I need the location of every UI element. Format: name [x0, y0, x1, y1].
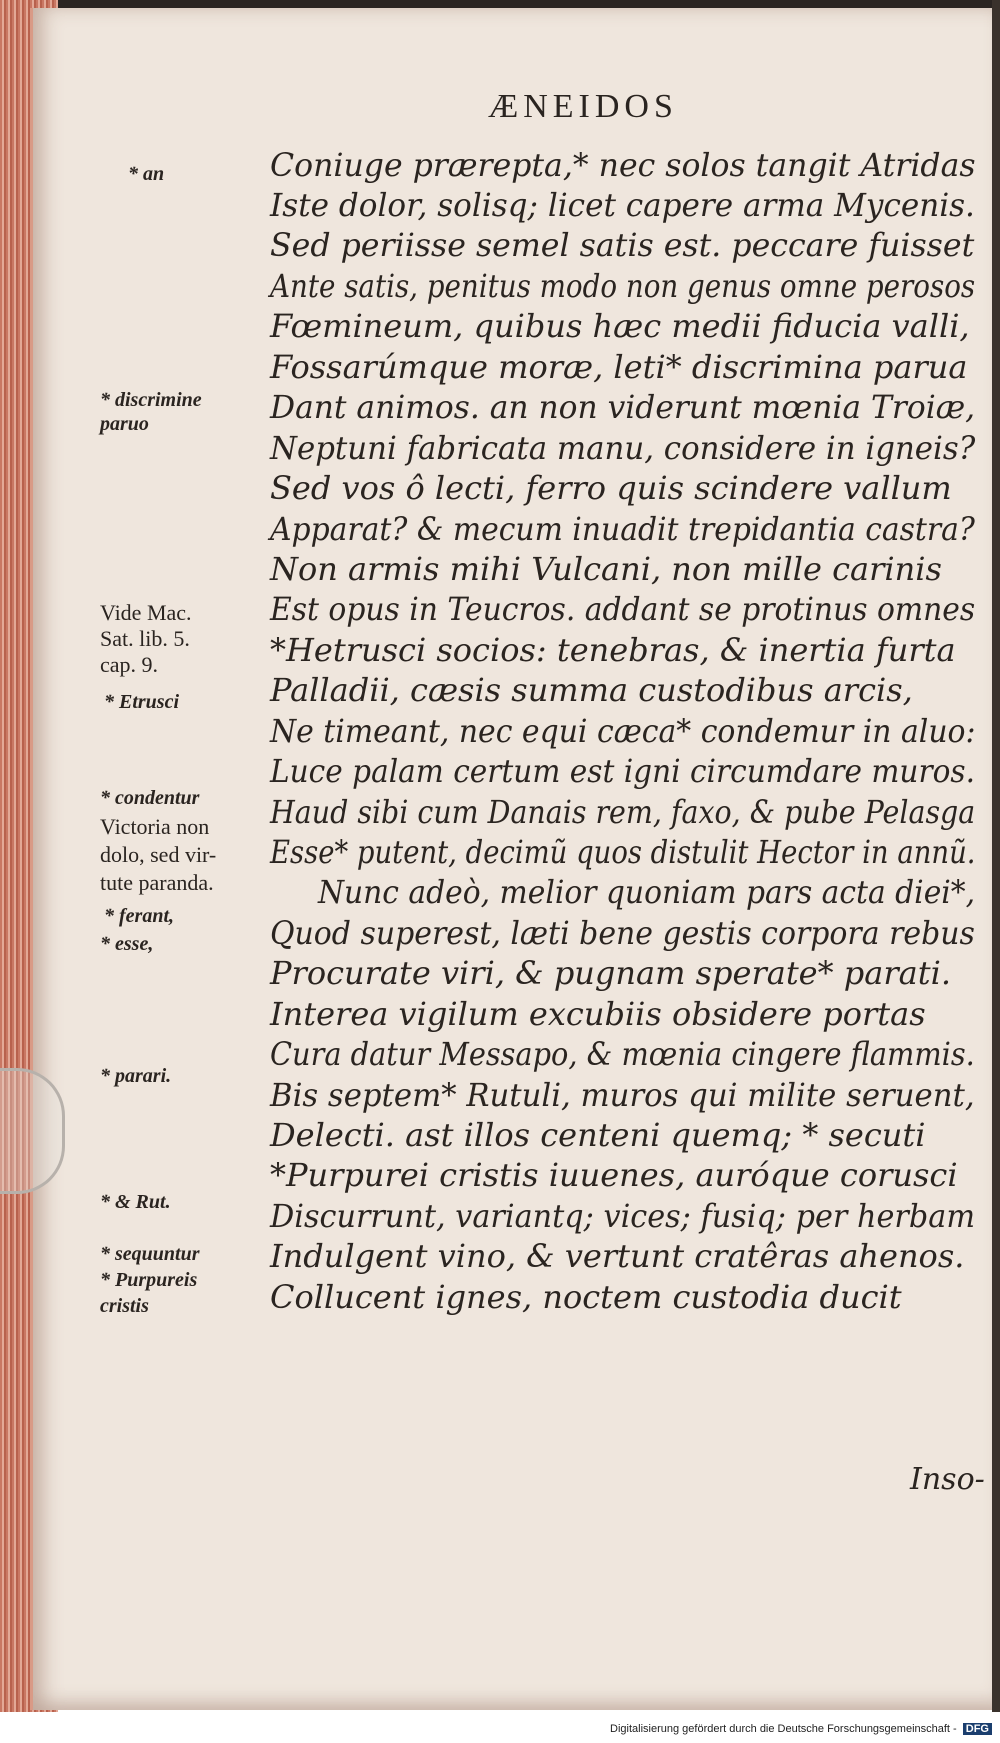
margin-note: * sequuntur	[100, 1243, 200, 1265]
dfg-logo: DFG	[963, 1723, 992, 1735]
verse-line: Iste dolor, solisq; licet capere arma Mycenis.	[270, 186, 975, 224]
margin-note: Victoria non	[100, 814, 210, 839]
verse-line: Fœmineum, quibus hæc medii fiducia valli,	[270, 307, 970, 345]
margin-note: * condentur	[100, 787, 200, 809]
verse-line: Palladii, cæsis summa custodibus arcis,	[270, 671, 913, 709]
verse-line: Apparat? & mecum inuadit trepidantia castra?	[270, 510, 975, 548]
margin-note: * ferant,	[104, 905, 174, 927]
margin-note: * & Rut.	[100, 1191, 171, 1213]
verse-line: Coniuge prærepta,* nec solos tangit Atridas	[270, 146, 976, 184]
verse-line: Collucent ignes, noctem custodia ducit	[270, 1278, 902, 1316]
verse-line: Quod superest, læti bene gestis corpora rebus	[270, 914, 975, 952]
margin-note: * Purpureis	[100, 1269, 198, 1291]
verse-line: Cura datur Messapo, & mœnia cingere flammis.	[270, 1035, 975, 1073]
margin-note: cap. 9.	[100, 652, 159, 677]
margin-note: tute paranda.	[100, 870, 214, 895]
margin-note: cristis	[100, 1295, 149, 1317]
running-header: ÆNEIDOS	[488, 88, 678, 125]
margin-note: * parari.	[100, 1065, 172, 1087]
verse-line: Neptuni fabricata manu, considere in igneis?	[270, 429, 976, 467]
margin-note: * an	[128, 163, 165, 185]
margin-note: paruo	[100, 413, 149, 435]
margin-note: * discrimine	[100, 389, 202, 411]
verse-line: Dant animos. an non viderunt mœnia Troiæ,	[270, 388, 976, 426]
verse-line: *Hetrusci socios: tenebras, & inertia furta	[270, 631, 956, 669]
verse-line: Ne timeant, nec equi cæca* condemur in aluo:	[270, 712, 976, 750]
verse-line: *Purpurei cristis iuuenes, auróque corusci	[270, 1156, 958, 1194]
verse-line: Fossarúmque moræ, leti* discrimina parua	[270, 348, 968, 386]
verse-line: Nunc adeò, melior quoniam pars acta diei*,	[318, 873, 976, 911]
verse-line: Discurrunt, variantq; vices; fusiq; per herbam	[270, 1197, 976, 1235]
catchword: Inso-	[910, 1462, 985, 1497]
margin-note: dolo, sed vir-	[100, 842, 217, 867]
verse-line: Est opus in Teucros. addant se protinus omnes	[270, 590, 976, 628]
margin-note: * Etrusci	[104, 691, 180, 713]
scan-right-edge	[992, 0, 1000, 1712]
margin-note: * esse,	[100, 933, 154, 955]
verse-line: Procurate viri, & pugnam sperate* parati.	[270, 954, 951, 992]
verse-line: Haud sibi cum Danais rem, faxo, & pube Pelasga	[270, 793, 976, 831]
verse-line: Indulgent vino, & vertunt cratêras ahenos.	[270, 1237, 965, 1275]
verse-line: Esse* putent, decimũ quos distulit Hector in annũ.	[270, 833, 976, 871]
verse-line: Non armis mihi Vulcani, non mille carinis	[270, 550, 942, 588]
margin-note: Sat. lib. 5.	[100, 626, 190, 651]
footer-text: Digitalisierung gefördert durch die Deutsche Forschungsgemeinschaft -	[610, 1723, 957, 1735]
verse-line: Interea vigilum excubiis obsidere portas	[270, 995, 926, 1033]
verse-line: Sed vos ô lecti, ferro quis scindere vallum	[270, 469, 952, 507]
verse-line: Bis septem* Rutuli, muros qui milite seruent,	[270, 1076, 975, 1114]
margin-note: Vide Mac.	[100, 600, 192, 625]
verse-line: Delecti. ast illos centeni quemq; * secuti	[270, 1116, 926, 1154]
verse-line: Luce palam certum est igni circumdare muros.	[270, 752, 975, 790]
verse-line: Ante satis, penitus modo non genus omne perosos	[270, 267, 976, 305]
digitization-footer	[610, 1723, 992, 1735]
verse-line: Sed periisse semel satis est. peccare fuisset	[270, 226, 975, 264]
